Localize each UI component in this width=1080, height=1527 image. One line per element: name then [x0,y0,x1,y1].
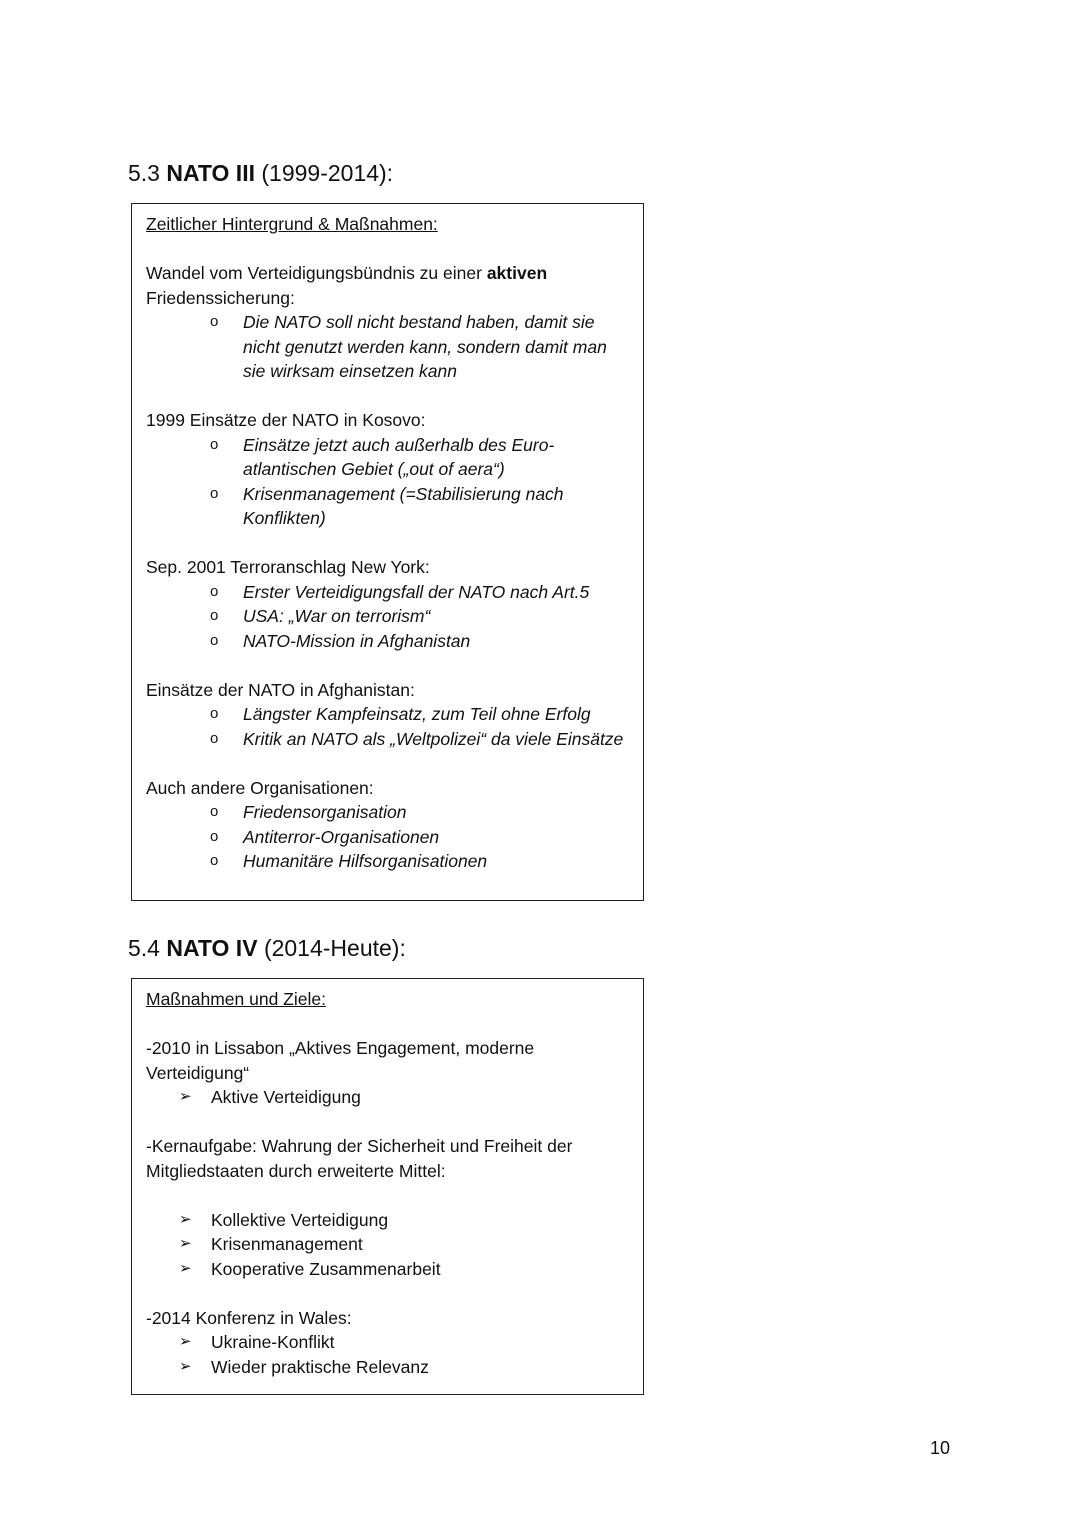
block-heading: 1999 Einsätze der NATO in Kosovo: [146,410,426,430]
nato-4-box [131,978,644,1395]
list-item [146,825,629,850]
arrow-bullet-icon: ➢ [179,1210,192,1228]
bullet-list [146,702,629,751]
block-heading: Auch andere Organisationen: [146,777,374,798]
block-heading-text: Wandel vom Verteidigungsbündnis zu einer [146,263,482,283]
circle-bullet-icon: o [210,582,219,600]
list-item [146,629,629,654]
list-item-text: USA: „War on terrorism“ [243,606,431,626]
box-title: Zeitlicher Hintergrund & Maßnahmen: [146,214,438,234]
list-item [146,1330,629,1355]
section-heading-nato-4 [128,935,406,962]
list-item-text: Humanitäre Hilfsorganisationen [243,851,488,871]
block-heading-bold: aktiven [486,263,548,283]
section-title-bold: NATO IV [166,935,258,961]
arrow-bullet-icon: ➢ [179,1357,192,1375]
list-item-text: Die NATO soll nicht bestand haben, damit sie nicht genutzt werden kann, sondern damit man sie wirksam einsetzen kann [243,312,607,381]
list-item [146,580,629,605]
list-item [146,310,629,384]
circle-bullet-icon: o [210,827,219,845]
list-item [146,1208,629,1233]
section-number: 5.3 [128,160,160,186]
box-title: Maßnahmen und Ziele: [146,989,326,1009]
list-item-text: Krisenmanagement [211,1234,363,1254]
section-title-bold: NATO III [166,160,255,186]
circle-bullet-icon: o [210,631,219,649]
list-item-text: Wieder praktische Relevanz [211,1356,429,1377]
list-item-text: Ukraine-Konflikt [211,1332,335,1352]
section-heading-nato-3 [128,160,393,187]
arrow-list [146,1208,629,1282]
list-item-text: Krisenmanagement (=Stabilisierung nach Konflikten) [243,483,564,528]
page-number: 10 [930,1438,951,1458]
arrow-list [146,1085,629,1110]
section-title-period: (2014-Heute): [263,935,406,961]
block-heading-text-end: Friedenssicherung: [146,287,295,308]
circle-bullet-icon: o [210,705,219,722]
list-item [146,1257,629,1282]
arrow-bullet-icon: ➢ [179,1259,192,1277]
block-heading [146,261,629,310]
section-title-period: (1999-2014): [261,160,394,186]
block-heading: -2010 in Lissabon „Aktives Engagement, moderne Verteidigung“ [146,1038,535,1083]
block-heading: Sep. 2001 Terroranschlag New York: [146,557,430,577]
list-item-text: Kollektive Verteidigung [211,1209,389,1230]
list-item [146,727,629,752]
list-item-text: NATO-Mission in Afghanistan [243,630,471,651]
nato-3-box [131,203,644,901]
bullet-list [146,800,629,874]
list-item-text: Antiterror-Organisationen [243,826,440,847]
arrow-bullet-icon: ➢ [179,1333,192,1350]
block-heading: -Kernaufgabe: Wahrung der Sicherheit und Freiheit der Mitgliedstaaten durch erweiterte Mittel: [146,1136,573,1181]
list-item [146,482,629,531]
list-item [146,1085,629,1110]
bullet-list [146,310,629,384]
list-item [146,800,629,825]
block-heading: -2014 Konferenz in Wales: [146,1307,352,1328]
circle-bullet-icon: o [210,852,219,869]
circle-bullet-icon: o [210,313,219,330]
circle-bullet-icon: o [210,729,219,747]
list-item-text: Kritik an NATO als „Weltpolizei“ da viele Einsätze [243,728,624,749]
list-item [146,1355,629,1380]
circle-bullet-icon: o [210,484,219,502]
circle-bullet-icon: o [210,435,219,453]
list-item-text: Aktive Verteidigung [211,1087,361,1107]
list-item [146,1232,629,1257]
arrow-list [146,1330,629,1379]
list-item-text: Erster Verteidigungsfall der NATO nach Art.5 [243,581,590,602]
arrow-bullet-icon: ➢ [179,1235,192,1252]
bullet-list [146,433,629,531]
circle-bullet-icon: o [210,803,219,820]
list-item-text: Friedensorganisation [243,802,407,822]
list-item-text: Kooperative Zusammenarbeit [211,1258,441,1279]
list-item [146,433,629,482]
list-item [146,604,629,629]
list-item-text: Einsätze jetzt auch außerhalb des Euro-atlantischen Gebiet („out of aera“) [243,434,555,479]
block-heading: Einsätze der NATO in Afghanistan: [146,679,415,700]
arrow-bullet-icon: ➢ [179,1088,192,1105]
section-number: 5.4 [128,935,160,961]
circle-bullet-icon: o [210,607,219,624]
list-item [146,702,629,727]
list-item [146,849,629,874]
list-item-text: Längster Kampfeinsatz, zum Teil ohne Erfolg [243,704,591,724]
bullet-list [146,580,629,654]
